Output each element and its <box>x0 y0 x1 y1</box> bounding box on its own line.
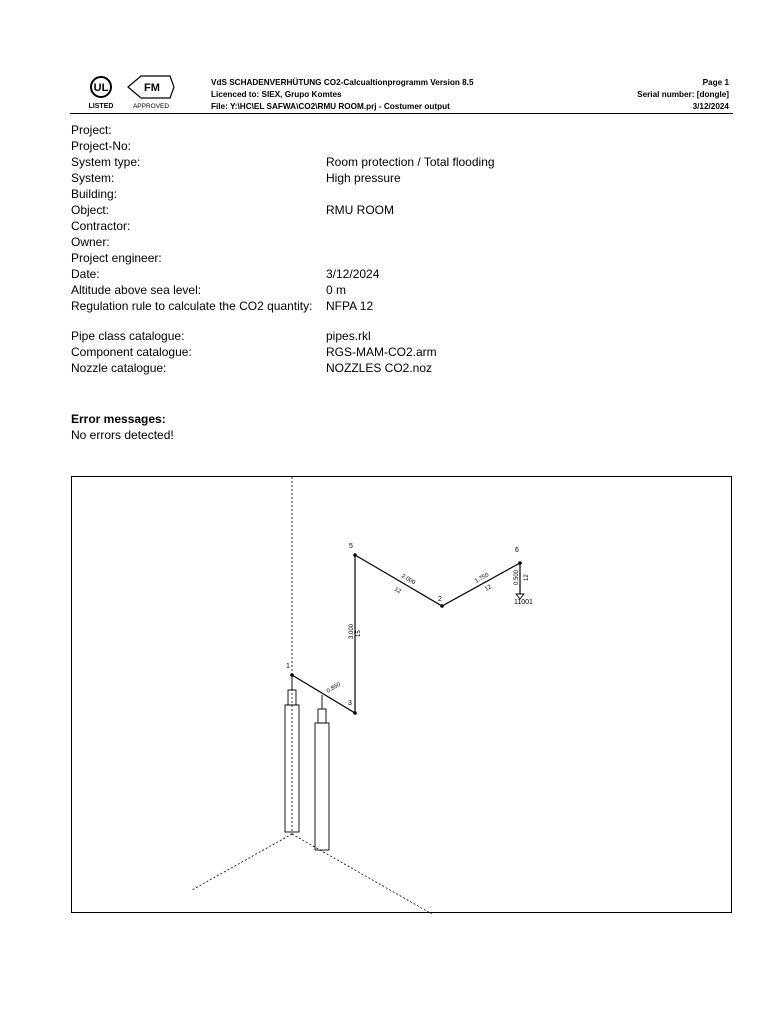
info-value: RMU ROOM <box>326 203 394 217</box>
info-label: Regulation rule to calculate the CO2 quantity: <box>71 299 313 313</box>
segment-length-label: 1.750 <box>474 572 491 585</box>
info-label: System type: <box>71 155 141 169</box>
cylinder-2 <box>315 695 329 850</box>
segment-dn-label: 12 <box>484 584 493 593</box>
node-point <box>518 561 522 565</box>
serial-number: Serial number: [dongle] <box>637 90 729 99</box>
node-label: 2 <box>438 596 442 603</box>
info-value: High pressure <box>326 171 401 185</box>
info-label: Contractor: <box>71 219 131 233</box>
isometric-pipe-drawing <box>71 476 732 913</box>
error-text: No errors detected! <box>71 428 174 442</box>
info-label: Date: <box>71 267 100 281</box>
licence-line: Licenced to: SIEX, Grupo Komtes <box>211 90 342 99</box>
fm-logo-caption: APPROVED <box>132 103 170 110</box>
info-label: Project engineer: <box>71 251 162 265</box>
info-value: 0 m <box>326 283 347 297</box>
right-axis <box>292 834 432 914</box>
node-point <box>440 604 444 608</box>
info-label: Owner: <box>71 235 110 249</box>
header-page-info <box>637 77 729 113</box>
header-divider <box>70 113 733 114</box>
error-messages <box>71 411 174 443</box>
node-label: 6 <box>515 547 519 554</box>
node-point <box>353 553 357 557</box>
info-label: Object: <box>71 203 110 217</box>
segment-length-label: 0.500 <box>514 569 520 585</box>
ul-logo-caption: LISTED <box>88 103 114 110</box>
certification-logos <box>84 74 184 112</box>
catalogue-value: pipes.rkl <box>326 329 371 343</box>
segment-dn-label: 15 <box>356 630 362 637</box>
info-value: 3/12/2024 <box>326 267 380 281</box>
nozzle-label: 11001 <box>514 599 533 606</box>
error-title: Error messages: <box>71 412 166 426</box>
header-date: 3/12/2024 <box>692 102 729 111</box>
pipe-drawing-svg <box>72 477 733 914</box>
info-label: Project-No: <box>71 139 132 153</box>
header-program-info <box>211 77 474 113</box>
page-number: Page 1 <box>702 78 729 87</box>
node-point <box>353 711 357 715</box>
node-label: 3 <box>348 700 352 707</box>
catalogue-value: NOZZLES CO2.noz <box>326 361 433 375</box>
node-label: 5 <box>349 543 353 550</box>
coordinate-axes <box>192 477 432 914</box>
catalogue-label: Nozzle catalogue: <box>71 361 167 375</box>
info-label: Altitude above sea level: <box>71 283 202 297</box>
info-label: Project: <box>71 123 112 137</box>
node-point <box>290 673 294 677</box>
info-value: Room protection / Total flooding <box>326 155 495 169</box>
segment-dn-label: 12 <box>393 586 402 596</box>
info-value: NFPA 12 <box>326 299 374 313</box>
catalogue-label: Pipe class catalogue: <box>71 329 185 343</box>
fm-approved-logo <box>128 76 174 110</box>
fm-logo-text: FM <box>144 82 160 94</box>
program-line: VdS SCHADENVERHÜTUNG CO2-Calcualtionprogramm Version 8.5 <box>211 78 474 87</box>
ul-logo-text: UL <box>93 82 109 94</box>
node-label: 1 <box>286 663 290 670</box>
segment-dn-label: 12 <box>524 574 530 581</box>
info-label: Building: <box>71 187 118 201</box>
segment-length-label: 0.850 <box>325 681 342 695</box>
file-line: File: Y:\HC\EL SAFWA\CO2\RMU ROOM.prj - Costumer output <box>211 102 450 111</box>
segment-length-label: 3.000 <box>349 623 355 639</box>
segment-length-label: 2.000 <box>400 573 417 587</box>
left-axis <box>192 834 292 890</box>
ul-listed-logo <box>89 77 114 110</box>
catalogue-value: RGS-MAM-CO2.arm <box>326 345 437 359</box>
info-label: System: <box>71 171 115 185</box>
catalogue-label: Component catalogue: <box>71 345 192 359</box>
